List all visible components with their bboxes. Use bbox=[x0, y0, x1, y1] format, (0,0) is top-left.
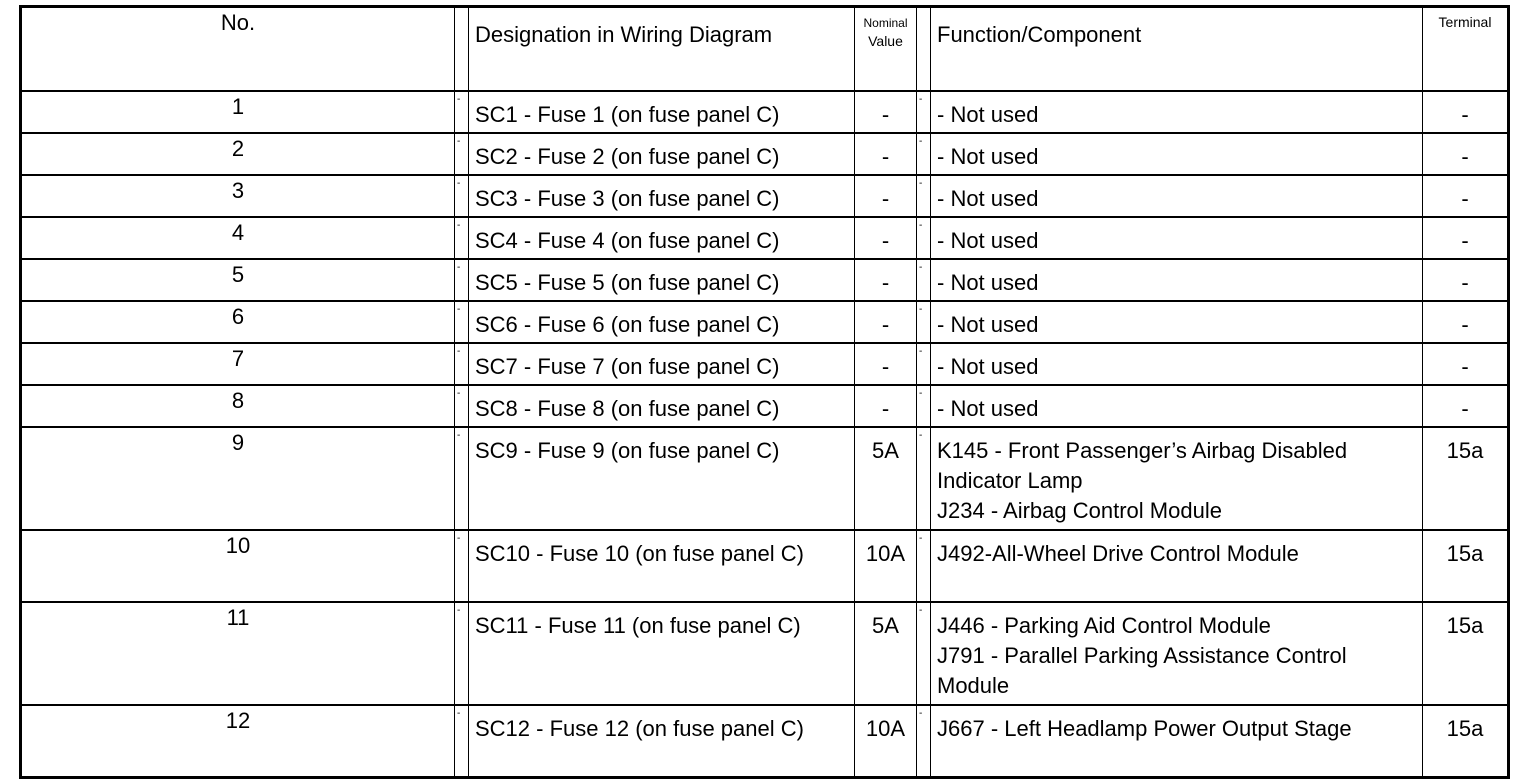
row-number: 7 bbox=[21, 343, 455, 385]
header-nominal-value bbox=[855, 7, 917, 92]
row-spacer-marker: - bbox=[917, 175, 931, 217]
row-spacer-marker: - bbox=[917, 133, 931, 175]
row-spacer-marker: - bbox=[917, 427, 931, 530]
row-spacer-marker: - bbox=[455, 385, 469, 427]
row-terminal: 15a bbox=[1423, 602, 1509, 705]
row-spacer-marker: - bbox=[455, 91, 469, 133]
table-row bbox=[21, 385, 1509, 427]
header-nominal-value-top: Nominal bbox=[863, 16, 908, 30]
row-spacer-marker: - bbox=[455, 705, 469, 777]
table-row bbox=[21, 91, 1509, 133]
row-function bbox=[931, 301, 1423, 343]
function-line: - Not used bbox=[937, 396, 1039, 421]
header-terminal: Terminal bbox=[1423, 7, 1509, 92]
row-function bbox=[931, 343, 1423, 385]
row-number: 1 bbox=[21, 91, 455, 133]
row-terminal: 15a bbox=[1423, 705, 1509, 777]
row-terminal: - bbox=[1423, 217, 1509, 259]
row-designation: SC7 - Fuse 7 (on fuse panel C) bbox=[469, 343, 855, 385]
row-nominal-value: 5A bbox=[855, 427, 917, 530]
row-function bbox=[931, 175, 1423, 217]
row-spacer-marker: - bbox=[455, 133, 469, 175]
row-nominal-value: 10A bbox=[855, 705, 917, 777]
row-spacer-marker: - bbox=[917, 705, 931, 777]
row-function bbox=[931, 133, 1423, 175]
function-line: J492-All-Wheel Drive Control Module bbox=[937, 541, 1299, 566]
row-function bbox=[931, 385, 1423, 427]
row-terminal: - bbox=[1423, 133, 1509, 175]
row-spacer-marker: - bbox=[917, 602, 931, 705]
function-line: - Not used bbox=[937, 186, 1039, 211]
row-number: 5 bbox=[21, 259, 455, 301]
row-designation: SC4 - Fuse 4 (on fuse panel C) bbox=[469, 217, 855, 259]
row-spacer-marker: - bbox=[917, 259, 931, 301]
row-number: 11 bbox=[21, 602, 455, 705]
row-terminal: 15a bbox=[1423, 530, 1509, 602]
table-row bbox=[21, 217, 1509, 259]
header-spacer bbox=[917, 7, 931, 92]
row-terminal: - bbox=[1423, 91, 1509, 133]
row-designation: SC5 - Fuse 5 (on fuse panel C) bbox=[469, 259, 855, 301]
row-spacer-marker: - bbox=[917, 301, 931, 343]
row-function bbox=[931, 530, 1423, 602]
table-row bbox=[21, 259, 1509, 301]
row-designation: SC6 - Fuse 6 (on fuse panel C) bbox=[469, 301, 855, 343]
row-function bbox=[931, 217, 1423, 259]
row-nominal-value: - bbox=[855, 91, 917, 133]
row-number: 8 bbox=[21, 385, 455, 427]
row-function bbox=[931, 259, 1423, 301]
row-spacer-marker: - bbox=[455, 217, 469, 259]
row-terminal: - bbox=[1423, 385, 1509, 427]
row-function bbox=[931, 705, 1423, 777]
row-number: 4 bbox=[21, 217, 455, 259]
row-nominal-value: 5A bbox=[855, 602, 917, 705]
row-nominal-value: - bbox=[855, 385, 917, 427]
table-body bbox=[21, 91, 1509, 777]
row-terminal: - bbox=[1423, 343, 1509, 385]
table-row bbox=[21, 175, 1509, 217]
fuse-table bbox=[19, 5, 1510, 779]
row-nominal-value: - bbox=[855, 259, 917, 301]
table-row bbox=[21, 530, 1509, 602]
row-designation: SC2 - Fuse 2 (on fuse panel C) bbox=[469, 133, 855, 175]
row-nominal-value: - bbox=[855, 343, 917, 385]
row-terminal: - bbox=[1423, 301, 1509, 343]
row-designation: SC10 - Fuse 10 (on fuse panel C) bbox=[469, 530, 855, 602]
row-function bbox=[931, 91, 1423, 133]
row-designation: SC3 - Fuse 3 (on fuse panel C) bbox=[469, 175, 855, 217]
table-header-row bbox=[21, 7, 1509, 92]
row-spacer-marker: - bbox=[455, 602, 469, 705]
function-line: - Not used bbox=[937, 270, 1039, 295]
function-line: - Not used bbox=[937, 144, 1039, 169]
row-designation: SC8 - Fuse 8 (on fuse panel C) bbox=[469, 385, 855, 427]
row-spacer-marker: - bbox=[917, 530, 931, 602]
function-line: - Not used bbox=[937, 312, 1039, 337]
table-row bbox=[21, 602, 1509, 705]
row-number: 12 bbox=[21, 705, 455, 777]
row-function bbox=[931, 602, 1423, 705]
header-function: Function/Component bbox=[931, 7, 1423, 92]
row-nominal-value: - bbox=[855, 217, 917, 259]
row-number: 3 bbox=[21, 175, 455, 217]
function-line: J791 - Parallel Parking Assistance Control Module bbox=[937, 643, 1347, 698]
row-terminal: 15a bbox=[1423, 427, 1509, 530]
row-spacer-marker: - bbox=[455, 427, 469, 530]
row-terminal: - bbox=[1423, 175, 1509, 217]
row-nominal-value: - bbox=[855, 175, 917, 217]
row-terminal: - bbox=[1423, 259, 1509, 301]
function-line: J234 - Airbag Control Module bbox=[937, 498, 1222, 523]
function-line: J446 - Parking Aid Control Module bbox=[937, 613, 1271, 638]
row-designation: SC1 - Fuse 1 (on fuse panel C) bbox=[469, 91, 855, 133]
row-spacer-marker: - bbox=[917, 343, 931, 385]
row-spacer-marker: - bbox=[455, 530, 469, 602]
header-nominal-value-bottom: Value bbox=[868, 33, 903, 49]
table-row bbox=[21, 343, 1509, 385]
table-row bbox=[21, 133, 1509, 175]
row-designation: SC11 - Fuse 11 (on fuse panel C) bbox=[469, 602, 855, 705]
row-number: 9 bbox=[21, 427, 455, 530]
row-nominal-value: 10A bbox=[855, 530, 917, 602]
row-designation: SC9 - Fuse 9 (on fuse panel C) bbox=[469, 427, 855, 530]
row-number: 2 bbox=[21, 133, 455, 175]
header-designation: Designation in Wiring Diagram bbox=[469, 7, 855, 92]
function-line: K145 - Front Passenger’s Airbag Disabled Indicator Lamp bbox=[937, 438, 1348, 493]
function-line: - Not used bbox=[937, 102, 1039, 127]
row-spacer-marker: - bbox=[455, 175, 469, 217]
row-spacer-marker: - bbox=[917, 385, 931, 427]
row-nominal-value: - bbox=[855, 301, 917, 343]
header-no: No. bbox=[21, 7, 455, 92]
row-spacer-marker: - bbox=[455, 301, 469, 343]
row-spacer-marker: - bbox=[917, 217, 931, 259]
header-spacer bbox=[455, 7, 469, 92]
row-designation: SC12 - Fuse 12 (on fuse panel C) bbox=[469, 705, 855, 777]
table-row bbox=[21, 705, 1509, 777]
row-number: 10 bbox=[21, 530, 455, 602]
row-number: 6 bbox=[21, 301, 455, 343]
function-line: J667 - Left Headlamp Power Output Stage bbox=[937, 716, 1352, 741]
row-nominal-value: - bbox=[855, 133, 917, 175]
row-spacer-marker: - bbox=[917, 91, 931, 133]
row-function bbox=[931, 427, 1423, 530]
row-spacer-marker: - bbox=[455, 343, 469, 385]
table-row bbox=[21, 301, 1509, 343]
function-line: - Not used bbox=[937, 228, 1039, 253]
table-row bbox=[21, 427, 1509, 530]
function-line: - Not used bbox=[937, 354, 1039, 379]
row-spacer-marker: - bbox=[455, 259, 469, 301]
